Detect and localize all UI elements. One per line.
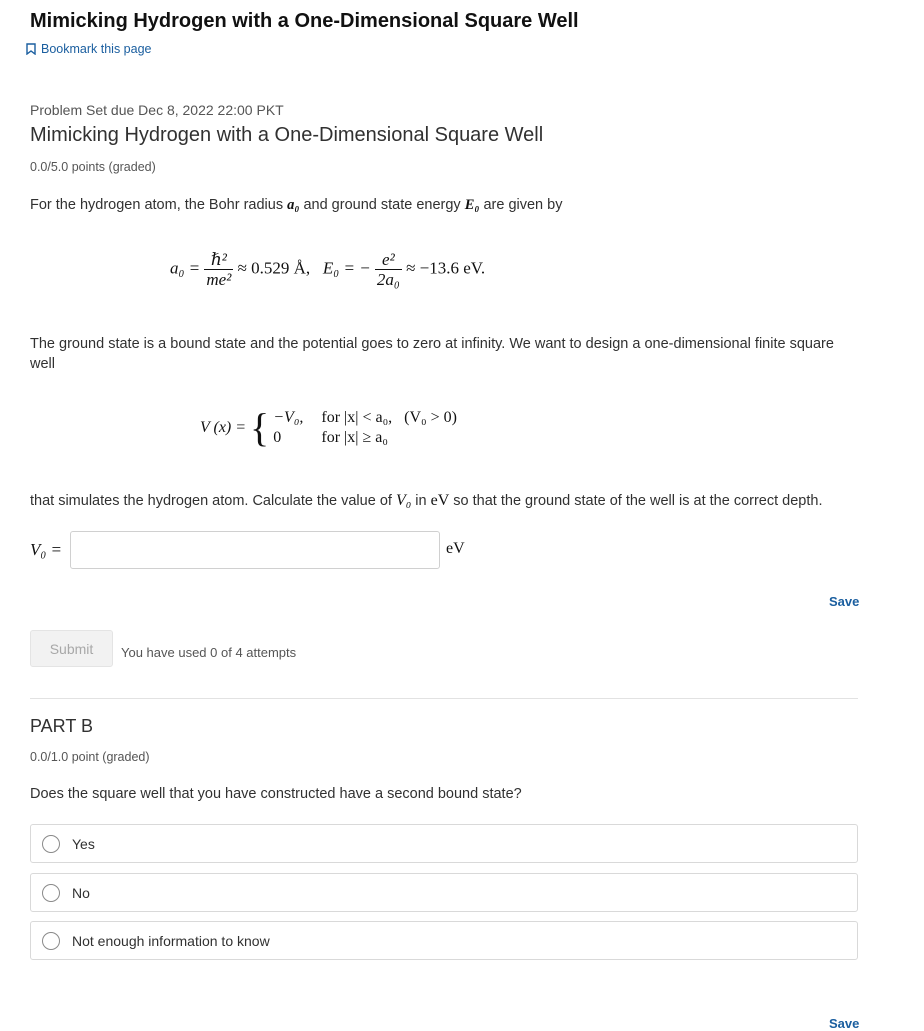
problem-intro: For the hydrogen atom, the Bohr radius a₀ and ground state energy E₀ are given by <box>30 197 563 213</box>
bohr-equation: a₀ = $\frac{\text{ℏ²}}{\text{me²}}$ ≈ 0.529 Å, E₀ = − $\frac{\text{e²}}{\text{2a₀}}$ ≈ −13.6 eV. <box>170 250 486 289</box>
problem-paragraph-3: that simulates the hydrogen atom. Calculate the value of V₀ in eV so that the ground state of the well is at the correct depth. <box>30 492 823 509</box>
part-b-title: PART B <box>30 716 94 736</box>
symbol-e0: E₀ <box>464 197 480 213</box>
problem-title: Mimicking Hydrogen with a One-Dimensional Square Well <box>30 124 544 146</box>
page-title: Mimicking Hydrogen with a One-Dimensional Square Well <box>30 10 579 32</box>
problem-paragraph-2: The ground state is a bound state and the potential goes to zero at infinity. We want to design a one-dimensional finite square well <box>30 336 834 372</box>
section-divider <box>30 698 858 699</box>
part-b-question: Does the square well that you have constructed have a second bound state? <box>30 786 522 802</box>
submit-button[interactable]: Submit <box>30 630 113 667</box>
option-not-enough-info[interactable]: Not enough information to know <box>30 921 858 960</box>
bookmark-icon <box>26 43 36 55</box>
part-b-save-button[interactable]: Save <box>829 1016 860 1031</box>
radio-icon[interactable] <box>42 835 60 853</box>
radio-icon[interactable] <box>42 932 60 950</box>
answer-unit: eV <box>446 540 465 557</box>
bookmark-label: Bookmark this page <box>41 42 152 56</box>
answer-label: V₀ = <box>30 540 63 559</box>
v0-answer-input[interactable] <box>70 531 440 569</box>
symbol-a0: a₀ <box>287 197 300 213</box>
option-no[interactable]: No <box>30 873 858 912</box>
attempts-text: You have used 0 of 4 attempts <box>121 645 297 660</box>
save-button[interactable]: Save <box>829 594 860 609</box>
problem-points: 0.0/5.0 points (graded) <box>30 160 156 174</box>
option-yes[interactable]: Yes <box>30 824 858 863</box>
bookmark-button[interactable] <box>26 42 151 56</box>
part-b-points: 0.0/1.0 point (graded) <box>30 750 150 764</box>
potential-equation: V (x) = { −V₀, for |x| < a₀, (V₀ > 0) 0 for |x| ≥ a₀ <box>200 405 457 450</box>
due-date: Problem Set due Dec 8, 2022 22:00 PKT <box>30 102 284 118</box>
radio-icon[interactable] <box>42 884 60 902</box>
